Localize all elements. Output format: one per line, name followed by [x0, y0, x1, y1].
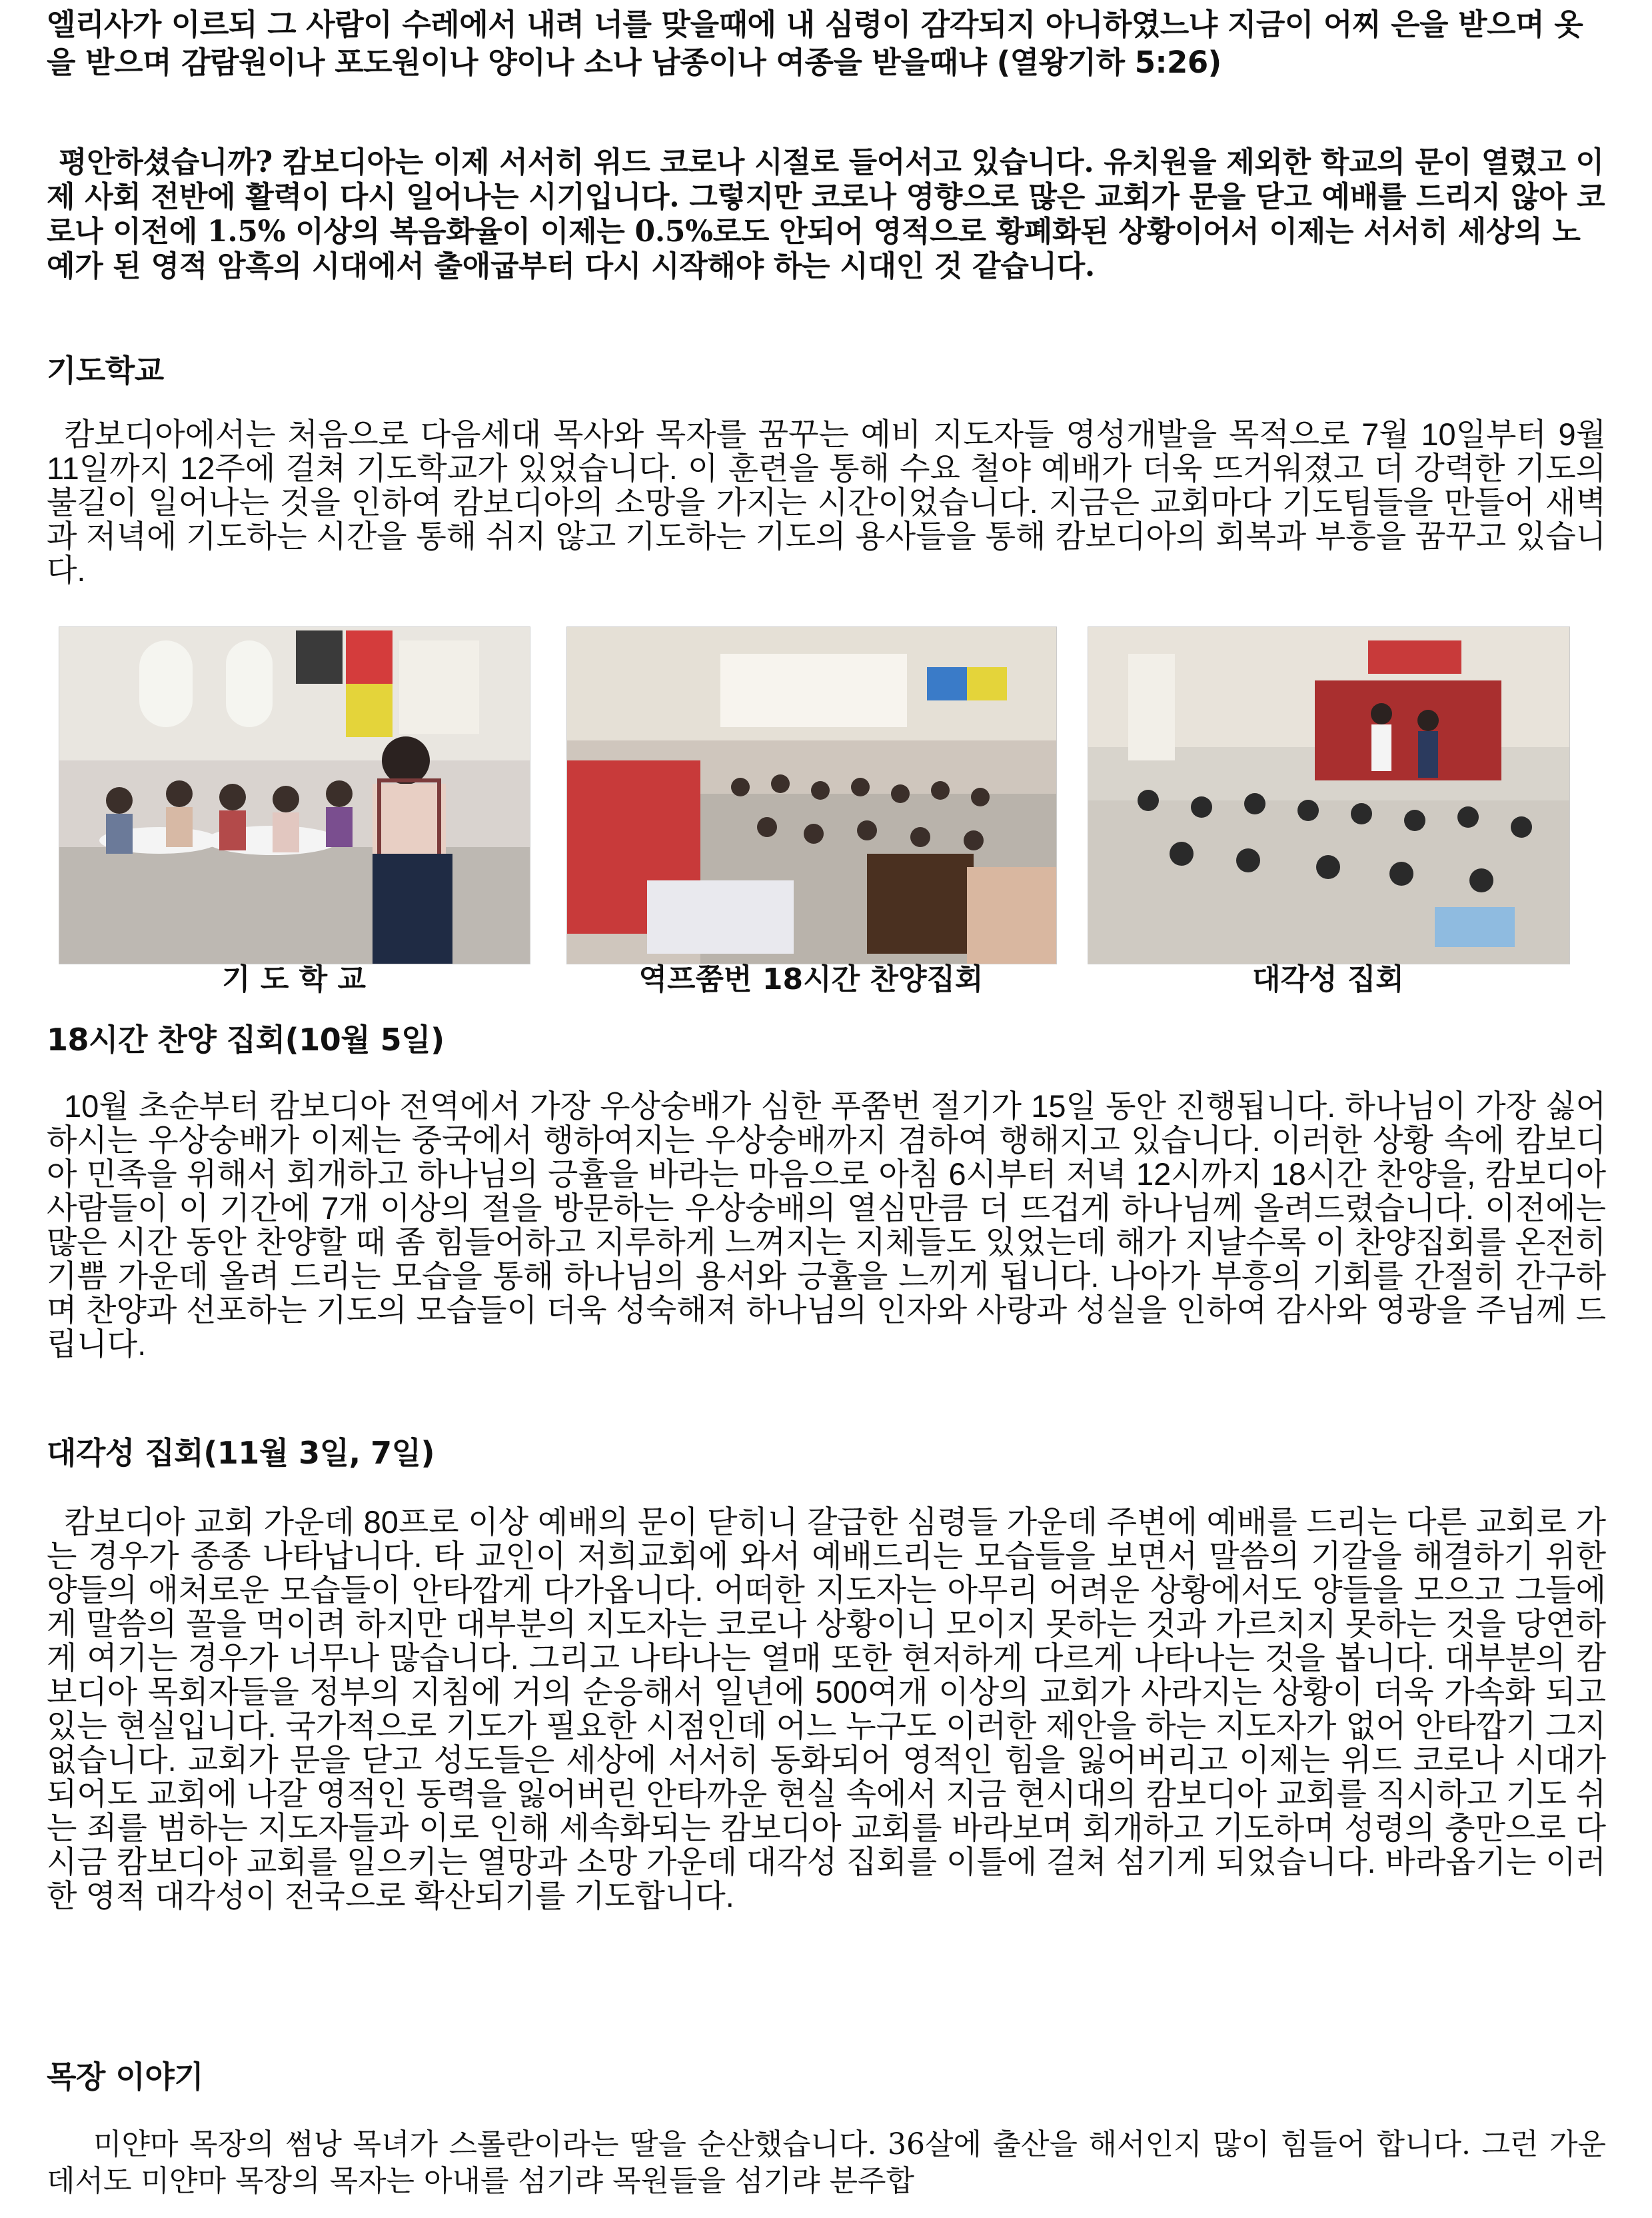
section-body-revival-meeting: 캄보디아 교회 가운데 80프로 이상 예배의 문이 닫히니 갈급한 심령들 가운데 주변에 예배를 드리는 다른 교회로 가는 경우가 종종 나타납니다. 타 교인이 저희교회에 와서 예배드리는 모습들을 보면서 말씀의 기갈을 해결하기 위한 양들의 애처로운 모습들이 안타깝게 다가옵니다. 어떠한 지도자는 아무리 어려운 상황에서도 양들을 모으고 그들에게 말씀의 꼴을 먹이려 하지만 대부분의 지도자는 코로나 상황이니 모이지 못하는 것과 가르치지 못하는 것을 당연하게 여기는 경우가 너무나 많습니다. 그리고 나타나는 열매 또한 현저하게 다르게 나타나는 것을 봅니다. 대부분의 캄보디아 목회자들을 정부의 지침에 거의 순응해서 일년에 500여개 이상의 교회가 사라지는 상황이 더욱 가속화 되고 있는 현실입니다. 국가적으로 기도가 필요한 시점인데 어느 누구도 이러한 제안을 하는 지도자가 없어 안타깝기 그지 없습니다. 교회가 문을 닫고 성도들은 세상에 서서히 동화되어 영적인 힘을 잃어버리고 이제는 위드 코로나 시대가 되어도 교회에 나갈 영적인 동력을 잃어버린 안타까운 현실 속에서 지금 현시대의 캄보디아 교회를 직시하고 기도 쉬는 죄를 범하는 지도자들과 이로 인해 세속화되는 캄보디아 교회를 바라보며 회개하고 기도하며 성령의 충만으로 다시금 캄보디아 교회를 일으키는 열망과 소망 가운데 대각성 집회를 이틀에 걸쳐 섬기게 되었습니다. 바라옵기는 이러한 영적 대각성이 전국으로 확산되기를 기도합니다.: [47, 1504, 1606, 1913]
section-heading-praise-meeting: 18시간 찬양 집회(10월 5일): [47, 1022, 444, 1058]
section-heading-revival-meeting: 대각성 집회(11월 3일, 7일): [47, 1435, 435, 1471]
scripture-verse: 엘리사가 이르되 그 사람이 수레에서 내려 너를 맞을때에 내 심령이 감각되지 아니하였느냐 지금이 어찌 은을 받으며 옷을 받으며 감람원이나 포도원이나 양이나 소나 남종이나 여종을 받을때냐 (열왕기하 5:26): [47, 7, 1583, 80]
photo-caption-prayer-school: 기 도 학 교: [222, 962, 366, 996]
praise-meeting-hall-photo-image: [567, 627, 1056, 964]
prayer-school-classroom-photo-image: [59, 627, 530, 964]
section-body-praise-meeting: 10월 초순부터 캄보디아 전역에서 가장 우상숭배가 심한 푸쭘번 절기가 15일 동안 진행됩니다. 하나님이 가장 싫어하시는 우상숭배가 이제는 중국에서 행하여지는 우상숭배까지 겸하여 행해지고 있습니다. 이러한 상황 속에 캄보디아 민족을 위해서 회개하고 하나님의 긍휼을 바라는 마음으로 아침 6시부터 저녁 12시까지 18시간 찬양을, 캄보디아 사람들이 이 기간에 7개 이상의 절을 방문하는 우상숭배의 열심만큼 더 뜨겁게 하나님께 올려드렸습니다. 이전에는 많은 시간 동안 찬양할 때 좀 힘들어하고 지루하게 느껴지는 지체들도 있었는데 해가 지날수록 이 찬양집회를 온전히 기쁨 가운데 올려 드리는 모습을 통해 하나님의 용서와 긍휼을 느끼게 됩니다. 나아가 부흥의 기회를 간절히 간구하며 찬양과 선포하는 기도의 모습들이 더욱 성숙해져 하나님의 인자와 사랑과 성실을 인하여 감사와 영광을 주님께 드립니다.: [47, 1088, 1606, 1362]
section-body-cell-group-story: 미얀마 목장의 썸낭 목녀가 스롤란이라는 딸을 순산했습니다. 36살에 출산을 해서인지 많이 힘들어 합니다. 그런 가운데서도 미얀마 목장의 목자는 아내를 섬기랴 목원들을 섬기랴 분주합: [47, 2127, 1606, 2198]
revival-meeting-photo: [1088, 626, 1570, 964]
section-heading-cell-group-story: 목장 이야기: [47, 2059, 204, 2095]
photo-caption-praise-meeting: 역프쭘번 18시간 찬양집회: [638, 962, 984, 996]
photo-caption-revival-meeting: 대각성 집회: [1252, 962, 1404, 996]
revival-meeting-photo-image: [1088, 627, 1569, 964]
prayer-school-classroom-photo: [59, 626, 530, 964]
praise-meeting-hall-photo: [566, 626, 1057, 964]
intro-paragraph: 평안하셨습니까? 캄보디아는 이제 서서히 위드 코로나 시절로 들어서고 있습니다. 유치원을 제외한 학교의 문이 열렸고 이제 사회 전반에 활력이 다시 일어나는 시기입니다. 그렇지만 코로나 영향으로 많은 교회가 문을 닫고 예배를 드리지 않아 코로나 이전에 1.5% 이상의 복음화율이 이제는 0.5%로도 안되어 영적으로 황폐화된 상황이어서 이제는 서서히 세상의 노예가 된 영적 암흑의 시대에서 출애굽부터 다시 시작해야 하는 시대인 것 같습니다.: [47, 145, 1605, 283]
section-body-prayer-school: 캄보디아에서는 처음으로 다음세대 목사와 목자를 꿈꾸는 예비 지도자들 영성개발을 목적으로 7월 10일부터 9월 11일까지 12주에 걸쳐 기도학교가 있었습니다. 이 훈련을 통해 수요 철야 예배가 더욱 뜨거워졌고 더 강력한 기도의 불길이 일어나는 것을 인하여 캄보디아의 소망을 가지는 시간이었습니다. 지금은 교회마다 기도팀들을 만들어 새벽과 저녁에 기도하는 시간을 통해 쉬지 않고 기도하는 기도의 용사들을 통해 캄보디아의 회복과 부흥을 꿈꾸고 있습니다.: [47, 417, 1606, 588]
section-heading-prayer-school: 기도학교: [47, 353, 164, 389]
